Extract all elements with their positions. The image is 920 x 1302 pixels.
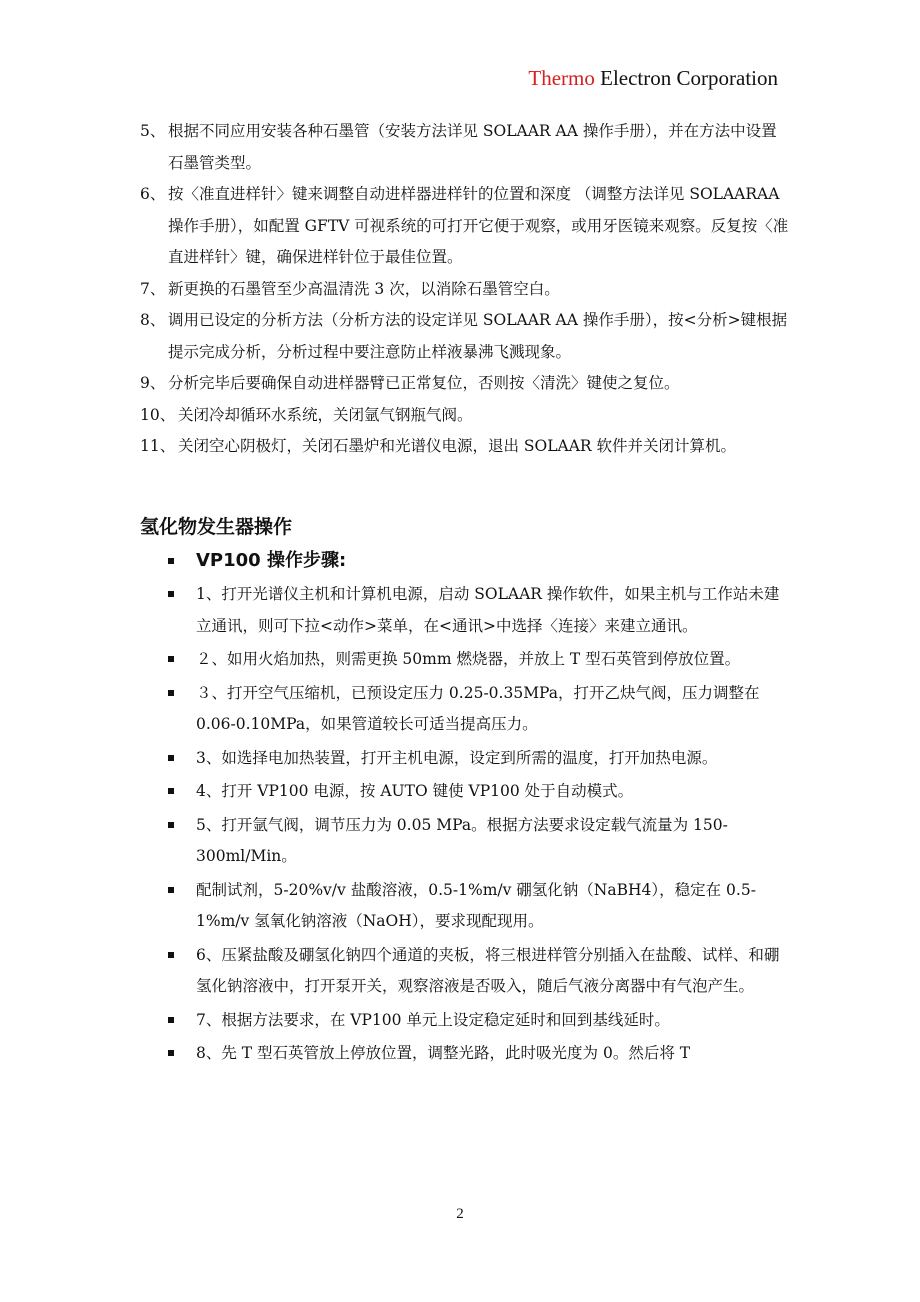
item-text: 1、打开光谱仪主机和计算机电源，启动 SOLAAR 操作软件，如果主机与工作站未建立通讯，则可下拉<动作>菜单，在<通讯>中选择〈连接〉来建立通讯。	[196, 585, 780, 635]
bullet-square-icon	[168, 755, 174, 761]
list-item	[168, 940, 788, 1003]
list-item	[168, 810, 788, 873]
item-text: 调用已设定的分析方法（分析方法的设定详见 SOLAAR AA 操作手册），按<分析>键根据提示完成分析，分析过程中要注意防止样液暴沸飞溅现象。	[168, 311, 788, 361]
header-company: Electron Corporation	[594, 66, 778, 90]
list-item	[168, 875, 788, 938]
item-text: ３、打开空气压缩机，已预设定压力 0.25-0.35MPa，打开乙炔气阀，压力调整在 0.06-0.10MPa，如果管道较长可适当提高压力。	[196, 683, 760, 733]
page-number: 2	[456, 1206, 464, 1222]
item-text: 8、先 T 型石英管放上停放位置，调整光路，此时吸光度为 0。然后将 T	[196, 1044, 691, 1062]
list-item	[168, 1005, 788, 1037]
item-text: 3、如选择电加热装置，打开主机电源，设定到所需的温度，打开加热电源。	[196, 748, 718, 767]
bullet-square-icon	[168, 1017, 174, 1023]
bullet-square-icon	[168, 822, 174, 828]
item-number: 11、	[140, 437, 176, 455]
list-item	[168, 776, 788, 808]
item-text: 7、根据方法要求，在 VP100 单元上设定稳定延时和回到基线延时。	[196, 1010, 670, 1029]
list-item	[168, 1038, 788, 1070]
list-item	[140, 116, 790, 179]
graphite-furnace-steps	[140, 116, 790, 463]
item-text: 配制试剂，5-20%v/v 盐酸溶液，0.5-1%m/v 硼氢化钠（NaBH4），稳定在 0.5-1%m/v 氢氧化钠溶液（NaOH），要求现配现用。	[196, 880, 756, 930]
list-item	[140, 400, 790, 432]
page-header	[528, 66, 778, 91]
item-text: 6、压紧盐酸及硼氢化钠四个通道的夹板，将三根进样管分别插入在盐酸、试样、和硼氢化钠溶液中，打开泵开关，观察溶液是否吸入，随后气液分离器中有气泡产生。	[196, 945, 780, 995]
subsection-heading	[168, 544, 788, 577]
bullet-square-icon	[168, 887, 174, 893]
vp100-steps	[168, 544, 788, 1072]
item-number: 9、	[140, 374, 166, 392]
item-text: 关闭冷却循环水系统，关闭氩气钢瓶气阀。	[178, 405, 473, 424]
item-text: 关闭空心阴极灯，关闭石墨炉和光谱仪电源，退出 SOLAAR 软件并关闭计算机。	[178, 437, 737, 455]
list-item	[168, 743, 788, 775]
list-item	[140, 431, 790, 463]
item-text: 新更换的石墨管至少高温清洗 3 次，以消除石墨管空白。	[168, 279, 560, 298]
item-text: 分析完毕后要确保自动进样器臂已正常复位，否则按〈清洗〉键使之复位。	[168, 374, 680, 392]
item-number: 7、	[140, 279, 166, 298]
bullet-square-icon	[168, 788, 174, 794]
item-text: 4、打开 VP100 电源，按 AUTO 键使 VP100 处于自动模式。	[196, 782, 634, 800]
bullet-square-icon	[168, 952, 174, 958]
subsection-title: VP100 操作步骤:	[196, 550, 347, 571]
bullet-square-icon	[168, 690, 174, 696]
item-text: 按〈准直进样针〉键来调整自动进样器进样针的位置和深度 （调整方法详见 SOLAARAA 操作手册），如配置 GFTV 可视系统的可打开它便于观察，或用牙医镜来观察。反复按〈准直进样针〉键，确保进样针位于最佳位置。	[168, 185, 789, 266]
list-item	[168, 579, 788, 642]
list-item	[140, 368, 790, 400]
list-item	[168, 678, 788, 741]
section-title: 氢化物发生器操作	[140, 516, 293, 538]
item-number: 6、	[140, 185, 166, 203]
bullet-square-icon	[168, 591, 174, 597]
item-text: 5、打开氩气阀，调节压力为 0.05 MPa。根据方法要求设定载气流量为 150-300ml/Min。	[196, 815, 728, 865]
item-number: 10、	[140, 405, 176, 424]
item-number: 5、	[140, 122, 166, 140]
list-item	[140, 179, 790, 274]
list-item	[140, 274, 790, 306]
bullet-square-icon	[168, 656, 174, 662]
bullet-square-icon	[168, 1050, 174, 1056]
item-text: ２、如用火焰加热，则需更换 50mm 燃烧器，并放上 T 型石英管到停放位置。	[196, 650, 741, 668]
item-text: 根据不同应用安装各种石墨管（安装方法详见 SOLAAR AA 操作手册），并在方法中设置石墨管类型。	[168, 122, 777, 172]
bullet-square-icon	[168, 558, 174, 564]
header-brand: Thermo	[528, 66, 595, 90]
list-item	[168, 644, 788, 676]
item-number: 8、	[140, 311, 166, 329]
list-item	[140, 305, 790, 368]
